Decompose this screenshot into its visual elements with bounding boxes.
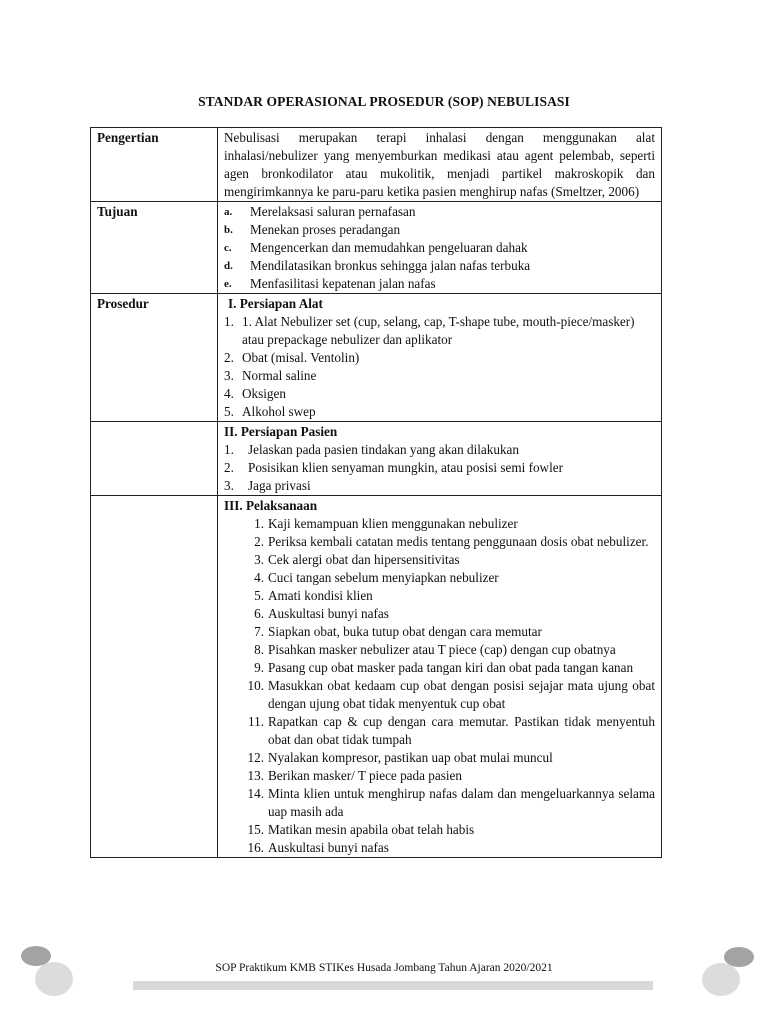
list-item-text: Menekan proses peradangan: [250, 222, 401, 237]
empty-label-cell: [91, 496, 218, 858]
list-item-number: 8.: [254, 642, 264, 657]
alat-list: [224, 313, 655, 421]
list-item-text: Mengencerkan dan memudahkan pengeluaran dahak: [250, 240, 528, 255]
list-item: [224, 257, 655, 275]
list-item-number: 2.: [224, 350, 234, 365]
row-tujuan: [91, 202, 662, 294]
list-item: [254, 515, 655, 533]
list-item-number: 5.: [224, 404, 234, 419]
list-item: [224, 349, 655, 367]
list-item-text: Minta klien untuk menghirup nafas dalam dan mengeluarkannya selama uap masih ada: [268, 786, 655, 819]
page-title: STANDAR OPERASIONAL PROSEDUR (SOP) NEBULISASI: [198, 94, 570, 109]
list-item-text: Cuci tangan sebelum menyiapkan nebulizer: [268, 570, 499, 585]
list-item: [224, 275, 655, 293]
list-item: [224, 385, 655, 403]
list-item-number: 14.: [247, 786, 264, 801]
pelaksanaan-heading: III. Pelaksanaan: [224, 498, 318, 513]
empty-label-cell: [91, 422, 218, 496]
list-item-number: 3.: [224, 368, 234, 383]
list-item: [247, 767, 655, 785]
list-item-number: 3.: [254, 552, 264, 567]
alat-heading: I. Persiapan Alat: [228, 296, 323, 311]
list-item: [224, 441, 655, 459]
list-item-number: d.: [224, 260, 233, 272]
pelaksanaan-list: [224, 515, 655, 857]
list-item-text: Masukkan obat kedaam cup obat dengan posisi sejajar mata ujung obat dengan ujung obat tidak menyentuk cup obat: [268, 678, 655, 711]
list-item-text: Posisikan klien senyaman mungkin, atau posisi semi fowler: [248, 460, 563, 475]
list-item: [254, 659, 655, 677]
list-item-number: 7.: [254, 624, 264, 639]
list-item-text: Matikan mesin apabila obat telah habis: [268, 822, 475, 837]
list-item: [247, 749, 655, 767]
list-item-number: b.: [224, 224, 233, 236]
list-item-number: 16.: [247, 840, 264, 855]
list-item-text: 1. Alat Nebulizer set (cup, selang, cap, T-shape tube, mouth-piece/masker) atau prepackage nebulizer dan aplikator: [242, 314, 635, 347]
list-item-text: Periksa kembali catatan medis tentang penggunaan dosis obat nebulizer.: [268, 534, 649, 549]
list-item-number: 4.: [254, 570, 264, 585]
list-item: [248, 713, 655, 749]
list-item-number: 4.: [224, 386, 234, 401]
list-item: [254, 551, 655, 569]
list-item-number: 2.: [224, 460, 234, 475]
list-item: [247, 677, 655, 713]
list-item: [247, 785, 655, 821]
row-prosedur-pasien: [91, 422, 662, 496]
sop-table: [90, 127, 662, 858]
list-item: [224, 239, 655, 257]
label-pengertian: Pengertian: [91, 128, 218, 202]
list-item-number: 9.: [254, 660, 264, 675]
list-item-number: 1.: [254, 516, 264, 531]
list-item-number: 1.: [224, 442, 234, 457]
label-prosedur: Prosedur: [91, 294, 218, 422]
list-item-number: e.: [224, 278, 232, 290]
list-item-text: Jaga privasi: [248, 478, 311, 493]
row-pengertian: [91, 128, 662, 202]
list-item: [224, 367, 655, 385]
list-item-text: Berikan masker/ T piece pada pasien: [268, 768, 462, 783]
list-item-text: Alkohol swep: [242, 404, 316, 419]
list-item: [254, 533, 655, 551]
list-item-number: 15.: [247, 822, 264, 837]
list-item: [254, 605, 655, 623]
list-item: [224, 203, 655, 221]
list-item-number: 11.: [248, 714, 264, 729]
list-item: [254, 623, 655, 641]
list-item-text: Auskultasi bunyi nafas: [268, 606, 389, 621]
list-item-text: Obat (misal. Ventolin): [242, 350, 360, 365]
list-item: [254, 569, 655, 587]
list-item-text: Pisahkan masker nebulizer atau T piece (cap) dengan cup obatnya: [268, 642, 616, 657]
pengertian-text: Nebulisasi merupakan terapi inhalasi dengan menggunakan alat inhalasi/nebulizer yang menyemburkan medikasi atau agent pelembab, seperti agen bronkodilator atau mukolitik, menjadi partikel makroskopik dan mengirimkannya ke paru-paru ketika pasien menghirup nafas (Smeltzer, 2006): [218, 128, 662, 202]
list-item-text: Auskultasi bunyi nafas: [268, 840, 389, 855]
list-item-number: 12.: [247, 750, 264, 765]
list-item-text: Rapatkan cap & cup dengan cara memutar. Pastikan tidak menyentuh obat dan obat tidak tumpah: [268, 714, 655, 747]
label-tujuan: Tujuan: [91, 202, 218, 294]
pasien-heading: II. Persiapan Pasien: [224, 424, 338, 439]
list-item-text: Oksigen: [242, 386, 286, 401]
pasien-cell: [218, 422, 662, 496]
list-item-text: Menfasilitasi kepatenan jalan nafas: [250, 276, 436, 291]
list-item-text: Normal saline: [242, 368, 317, 383]
list-item-number: a.: [224, 206, 233, 218]
list-item: [224, 459, 655, 477]
tujuan-cell: [218, 202, 662, 294]
alat-cell: [218, 294, 662, 422]
list-item-text: Kaji kemampuan klien menggunakan nebulizer: [268, 516, 518, 531]
list-item-number: 6.: [254, 606, 264, 621]
footer-bar: [133, 981, 653, 990]
list-item: [247, 821, 655, 839]
list-item-number: 2.: [254, 534, 264, 549]
list-item-number: 5.: [254, 588, 264, 603]
tujuan-list: [224, 203, 655, 293]
list-item-text: Pasang cup obat masker pada tangan kiri dan obat pada tangan kanan: [268, 660, 634, 675]
pelaksanaan-cell: [218, 496, 662, 858]
list-item: [254, 587, 655, 605]
list-item: [224, 221, 655, 239]
list-item-text: Amati kondisi klien: [268, 588, 373, 603]
list-item-text: Merelaksasi saluran pernafasan: [250, 204, 416, 219]
pasien-list: [224, 441, 655, 495]
list-item-number: 3.: [224, 478, 234, 493]
list-item: [224, 313, 655, 349]
list-item: [224, 477, 655, 495]
list-item-text: Nyalakan kompresor, pastikan uap obat mulai muncul: [268, 750, 553, 765]
list-item-text: Cek alergi obat dan hipersensitivitas: [268, 552, 460, 567]
list-item-number: c.: [224, 242, 232, 254]
list-item-number: 10.: [247, 678, 264, 693]
row-prosedur-pelaksanaan: [91, 496, 662, 858]
list-item-number: 1.: [224, 314, 234, 329]
list-item-text: Siapkan obat, buka tutup obat dengan cara memutar: [268, 624, 542, 639]
list-item-number: 13.: [247, 768, 264, 783]
footer-text: SOP Praktikum KMB STIKes Husada Jombang Tahun Ajaran 2020/2021: [215, 962, 553, 974]
list-item-text: Jelaskan pada pasien tindakan yang akan dilakukan: [248, 442, 519, 457]
list-item: [247, 839, 655, 857]
list-item: [224, 403, 655, 421]
row-prosedur-alat: [91, 294, 662, 422]
list-item: [254, 641, 655, 659]
list-item-text: Mendilatasikan bronkus sehingga jalan nafas terbuka: [250, 258, 531, 273]
